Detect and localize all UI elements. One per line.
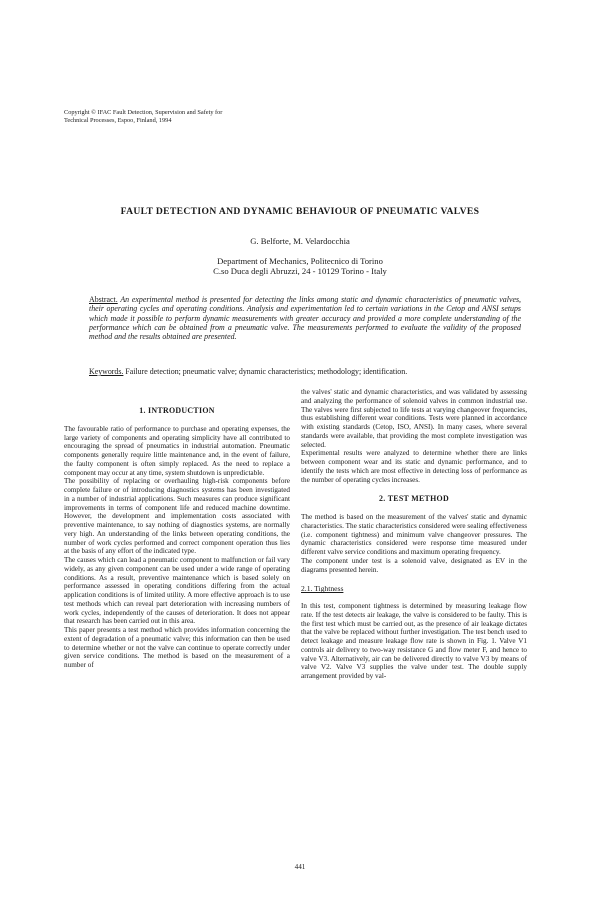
test-method-heading: 2. TEST METHOD xyxy=(379,494,449,504)
affiliation xyxy=(0,256,600,276)
affiliation-line-1: Department of Mechanics, Politecnico di Torino xyxy=(217,256,383,266)
paper-title: FAULT DETECTION AND DYNAMIC BEHAVIOUR OF PNEUMATIC VALVES xyxy=(120,206,480,217)
left-column xyxy=(64,407,290,670)
abstract xyxy=(89,295,521,341)
test-paragraph-1: The method is based on the measurement of the valves' static and dynamic characteristics. The static characteristics considered were sealing effectiveness (i.e. component tightness) and minimum valve changeover pressures. The dynamic characteristics considered were response time measured under different valve service conditions and maximum operating frequency. xyxy=(301,513,527,556)
intro-heading: 1. INTRODUCTION xyxy=(139,406,215,415)
authors: G. Belforte, M. Velardocchia xyxy=(250,236,350,246)
copyright-notice xyxy=(64,109,304,125)
copyright-line-2: Technical Processes, Espoo, Finland, 1994 xyxy=(64,117,172,124)
intro-paragraph-4: This paper presents a test method which provides information concerning the extent of degradation of a pneumatic valve; this information can then be used to determine whether or not the valve can continue to operate correctly under given service conditions. The method is based on the measurement of a number of xyxy=(64,626,290,669)
test-paragraph-2: The component under test is a solenoid valve, designated as EV in the diagrams presented herein. xyxy=(301,556,527,574)
copyright-line-1: Copyright © IFAC Fault Detection, Supervision and Safety for xyxy=(64,109,223,116)
right-column xyxy=(301,388,527,681)
keywords xyxy=(89,367,521,376)
intro-paragraph-5: the valves' static and dynamic characteristics, and was validated by assessing and analyzing the performance of solenoid valves in common industrial use. The valves were first subjected to life tests at varying changeover frequencies, thus establishing different wear conditions. Tests were planned in accordance with existing standards (Cetop, ISO, ANSI). In many cases, where several standards were available, that providing the most complete investigation was selected. xyxy=(301,388,527,449)
intro-paragraph-1: The favourable ratio of performance to purchase and operating expenses, the large variety of components and operating simplicity have all contributed to encouraging the spread of pneumatics in industrial automation. Pneumatic components generally require little maintenance and, in the event of failure, the faulty component is often simply replaced. As the need to replace a component may occur at any time, system shutdown is unpredictable. xyxy=(64,424,290,477)
tightness-paragraph-1: In this test, component tightness is determined by measuring leakage flow rate. If the test detects air leakage, the valve is considered to be faulty. This is the first test which must be carried out, as the presence of air leakage dictates that the valve be replaced without further investigation. The test bench used to detect leakage and measure leakage flow rate is shown in Fig. 1. Valve V1 controls air delivery to two-way resistance G and flow meter F, and hence to valve V3. Alternatively, air can be delivered directly to valve V3 by means of valve V2. Valve V3 supplies the valve under test. The double supply arrangement provided by val- xyxy=(301,602,527,680)
intro-paragraph-6: Experimental results were analyzed to determine whether there are links between component wear and its static and dynamic performance, and to identify the tests which are most effective in detecting loss of performance as the number of operating cycles increases. xyxy=(301,449,527,484)
tightness-heading: 2.1. Tightness xyxy=(301,584,344,594)
intro-paragraph-2: The possibility of replacing or overhauling high-risk components before complete failure or of introducing diagnostics systems has been investigated in a number of industrial applications. Such measures can produce significant improvements in terms of component life and reduced machine downtime. However, the development and implementation costs associated with preventive maintenance, to say nothing of diagnostics systems, are normally very high. An understanding of the links between operating conditions, the number of work cycles performed and correct component operation thus lies at the basis of any effort of the indicated type. xyxy=(64,477,290,556)
keywords-text: Failure detection; pneumatic valve; dynamic characteristics; methodology; identification. xyxy=(125,367,408,376)
keywords-label: Keywords. xyxy=(89,367,124,376)
abstract-text: An experimental method is presented for detecting the links among static and dynamic characteristics of pneumatic valves, their operating cycles and operating conditions. Analysis and experimentation led to certain variations in the Cetop and ANSI setups which made it possible to perform dynamic measurements with greater accuracy and provided a more complete understanding of the performance which can be obtained from a pneumatic valve. The measurements performed to evaluate the validity of the proposed method and the results obtained are presented. xyxy=(89,295,521,342)
affiliation-line-2: C.so Duca degli Abruzzi, 24 - 10129 Torino - Italy xyxy=(213,266,387,276)
page-number: 441 xyxy=(294,863,306,871)
intro-paragraph-3: The causes which can lead a pneumatic component to malfunction or fail vary widely, as any given component can be used under a wide range of operating conditions. As a result, preventive maintenance which is based solely on performance assessed in operating conditions differing from the actual application conditions is of limited utility. A more effective approach is to use test methods which can reveal part deterioration with increasing numbers of work cycles, independently of the causes of deterioration. It does not appear that research has been carried out in this area. xyxy=(64,556,290,626)
abstract-label: Abstract. xyxy=(89,295,118,304)
